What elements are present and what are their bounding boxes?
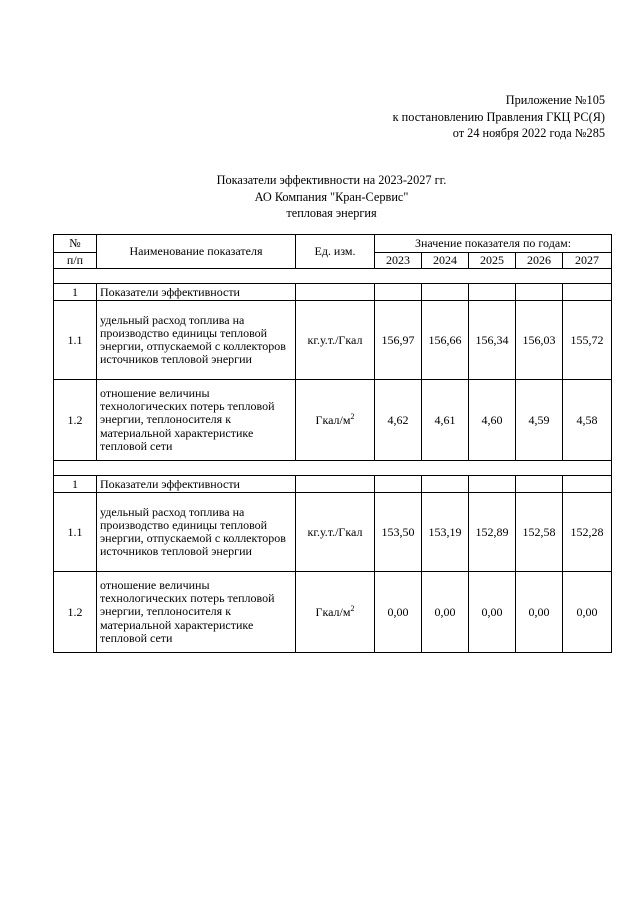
row-num: 1.2 [54, 380, 97, 461]
row-value: 0,00 [375, 572, 422, 653]
row-num: 1.2 [54, 572, 97, 653]
row-value: 156,34 [469, 301, 516, 380]
row-value: 155,72 [563, 301, 612, 380]
row-value: 4,58 [563, 380, 612, 461]
row-value: 4,59 [516, 380, 563, 461]
row-unit: кг.у.т./Гкал [296, 301, 375, 380]
header-year: 2025 [469, 253, 516, 269]
row-num: 1.1 [54, 301, 97, 380]
section-row [54, 476, 612, 493]
header-values-group: Значение показателя по годам: [375, 235, 612, 253]
appendix-decree: к постановлению Правления ГКЦ РС(Я) [392, 109, 605, 124]
row-value: 153,50 [375, 493, 422, 572]
section-row [54, 284, 612, 301]
row-value: 4,62 [375, 380, 422, 461]
row-value: 156,66 [422, 301, 469, 380]
spacer-row [54, 269, 612, 284]
unit-base: Гкал/м [315, 412, 351, 427]
row-unit [296, 380, 375, 461]
row-name: удельный расход топлива на производство единицы тепловой энергии, отпускаемой с коллекторов источников тепловой энергии [97, 493, 296, 572]
row-unit [296, 572, 375, 653]
header-unit: Ед. изм. [296, 235, 375, 269]
section-label: Показатели эффективности [97, 284, 296, 301]
unit-superscript: 2 [350, 411, 355, 421]
indicators-table [53, 234, 612, 653]
appendix-number: Приложение №105 [505, 93, 605, 107]
row-value: 152,89 [469, 493, 516, 572]
header-year: 2027 [563, 253, 612, 269]
row-value: 4,61 [422, 380, 469, 461]
spacer-row [54, 461, 612, 476]
row-value: 156,97 [375, 301, 422, 380]
header-year: 2023 [375, 253, 422, 269]
section-num: 1 [54, 284, 97, 301]
section-num: 1 [54, 476, 97, 493]
title-company: АО Компания "Кран-Сервис" [254, 189, 409, 204]
unit-base: Гкал/м [315, 604, 351, 619]
row-value: 0,00 [469, 572, 516, 653]
row-value: 156,03 [516, 301, 563, 380]
section-label: Показатели эффективности [97, 476, 296, 493]
row-name: удельный расход топлива на производство единицы тепловой энергии, отпускаемой с коллекторов источников тепловой энергии [97, 301, 296, 380]
title-line-1: Показатели эффективности на 2023-2027 гг. [216, 173, 447, 187]
document-title [0, 172, 640, 222]
appendix-date: от 24 ноября 2022 года №285 [452, 126, 605, 140]
table-row [54, 301, 612, 380]
appendix-reference [393, 92, 605, 142]
title-subject: тепловая энергия [286, 206, 377, 220]
row-name: отношение величины технологических потерь тепловой энергии, теплоносителя к материальной характеристике тепловой сети [97, 380, 296, 461]
header-year: 2026 [516, 253, 563, 269]
row-value: 0,00 [516, 572, 563, 653]
unit-superscript: 2 [350, 603, 355, 613]
header-year: 2024 [422, 253, 469, 269]
row-name: отношение величины технологических потерь тепловой энергии, теплоносителя к материальной характеристике тепловой сети [97, 572, 296, 653]
row-unit: кг.у.т./Гкал [296, 493, 375, 572]
row-value: 4,60 [469, 380, 516, 461]
header-name: Наименование показателя [97, 235, 296, 269]
header-num: № [54, 235, 97, 253]
row-value: 152,58 [516, 493, 563, 572]
row-num: 1.1 [54, 493, 97, 572]
table-row [54, 380, 612, 461]
table-row [54, 493, 612, 572]
header-num-sub: п/п [54, 253, 97, 269]
row-value: 153,19 [422, 493, 469, 572]
row-value: 0,00 [563, 572, 612, 653]
table-row [54, 572, 612, 653]
row-value: 0,00 [422, 572, 469, 653]
row-value: 152,28 [563, 493, 612, 572]
